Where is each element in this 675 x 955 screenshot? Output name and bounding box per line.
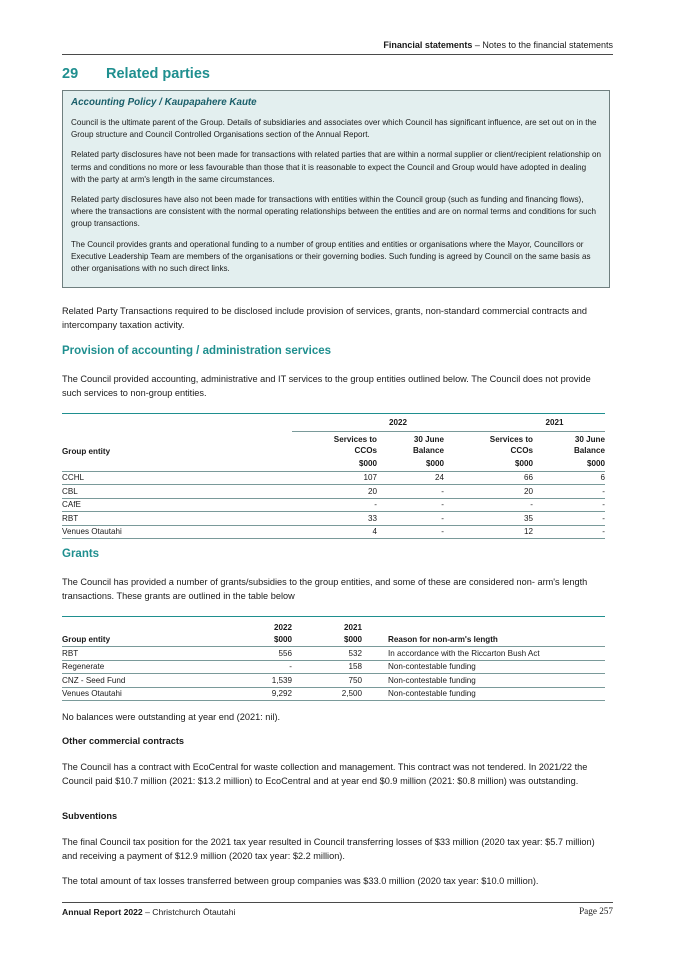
year-2022-header: 2022 [292,414,444,432]
grants-col-entity: Group entity [62,634,222,647]
grants-text: The Council has provided a number of grants/subsidies to the group entities, and some of these are considered non- arm's length transactions. These grants are outlined in the table below [62,577,588,601]
policy-paragraph: Related party disclosures have also not been made for transactions with entities within the Council group (such as funding and financing flows), where the transactions are consistent with the normal operating relationships between the entities and are on normal terms and conditions for such group transactions. [71,195,597,229]
reason-cell: Non-contestable funding [388,660,605,674]
page-header [383,40,613,50]
value-cell: 2,500 [292,687,362,701]
value-cell: - [444,498,533,512]
grants-heading: Grants [62,548,100,560]
subventions-text-2: The total amount of tax losses transferred between group companies was $33.0 million (2020 tax year: $10.0 million). [62,876,539,886]
entity-cell: RBT [62,647,222,661]
value-cell: 24 [377,471,444,485]
table-row [62,687,605,701]
header-divider [62,54,613,55]
subventions-heading: Subventions [62,811,118,821]
value-cell: 158 [292,660,362,674]
accounting-heading: Provision of accounting / administration services [62,345,332,357]
value-cell: - [533,525,605,539]
entity-cell: CNZ - Seed Fund [62,674,222,688]
value-cell: 12 [444,525,533,539]
footer-divider [62,902,613,903]
value-cell: 20 [292,485,377,499]
section-number: 29 [62,66,79,82]
value-cell: 556 [222,647,292,661]
page-number: Page 257 [579,906,613,916]
table-row [62,485,605,499]
subventions-text-1: The final Council tax position for the 2021 tax year resulted in Council transferring losses of $33 million (2020 tax year: $5.7 million) and receiving a payment of $12.9 million (2020 tax year: $2.2 million). [62,837,595,861]
value-cell: 33 [292,512,377,526]
table-row [62,498,605,512]
accounting-text: The Council provided accounting, administrative and IT services to the group entities outlined below. The Council does not provide such services to non-group entities. [62,374,591,398]
value-cell: - [377,485,444,499]
header-section: Financial statements [383,40,473,50]
entity-cell: Venues Otautahi [62,525,292,539]
col-group-entity: Group entity [62,447,111,456]
value-cell: 750 [292,674,362,688]
page-footer [62,907,235,917]
col-balance-2022-l2: Balance [412,445,444,455]
table-row [62,512,605,526]
unit-label: $000 [533,456,605,471]
grants-year-2021: 2021 [292,617,362,634]
unit-label: $000 [292,634,362,647]
table-row [62,471,605,485]
entity-cell: RBT [62,512,292,526]
col-services-2021: Services to [489,435,533,444]
value-cell: 1,539 [222,674,292,688]
commercial-text: The Council has a contract with EcoCentral for waste collection and management. This contract was not tendered. In 2021/22 the Council paid $10.7 million (2021: $13.2 million) to EcoCentral and at year end $0.9 million (2021: $0.8 million) was outstanding. [62,762,588,786]
value-cell: 66 [444,471,533,485]
value-cell: - [533,485,605,499]
entity-cell: CAfE [62,498,292,512]
value-cell: 20 [444,485,533,499]
accounting-policy-box [62,90,610,288]
unit-label: $000 [444,456,533,471]
header-subsection: – Notes to the financial statements [472,40,613,50]
col-services-2022-l2: CCOs [354,445,377,455]
grants-table [62,616,605,701]
policy-paragraph: Related party disclosures have not been made for transactions with related parties that are within a normal supplier or client/recipient relationship on terms and conditions no more or less favourable than those that it is reasonable to expect the Council and Group would have adopted in dealing with the party at arm's length in the same circumstances. [71,150,601,184]
grants-year-2022: 2022 [222,617,292,634]
value-cell: - [377,525,444,539]
col-balance-2022: 30 June [413,435,444,444]
col-services-2022: Services to [333,435,377,444]
unit-label: $000 [292,456,377,471]
policy-paragraph: The Council provides grants and operational funding to a number of group entities and entities or organisations where the Mayor, Councillors or Executive Leadership Team are members of the organisations or their governing bodies. Such funding is agreed by Council on the same basis as other organisations with no such direct links. [71,239,591,274]
value-cell: 107 [292,471,377,485]
value-cell: 9,292 [222,687,292,701]
entity-cell: CBL [62,485,292,499]
year-2021-header: 2021 [444,414,605,432]
value-cell: 6 [533,471,605,485]
footer-report-title: Annual Report 2022 [62,907,143,917]
value-cell: 4 [292,525,377,539]
value-cell: 532 [292,647,362,661]
no-balances-text: No balances were outstanding at year end (2021: nil). [62,712,281,722]
section-title-text: Related parties [106,66,210,82]
unit-label: $000 [222,634,292,647]
value-cell: - [533,498,605,512]
table-row [62,660,605,674]
reason-cell: In accordance with the Riccarton Bush Act [388,647,605,661]
reason-cell: Non-contestable funding [388,674,605,688]
value-cell: - [222,660,292,674]
table-row [62,525,605,539]
entity-cell: Regenerate [62,660,222,674]
section-title [62,66,210,82]
value-cell: - [377,498,444,512]
value-cell: - [292,498,377,512]
commercial-heading: Other commercial contracts [62,736,185,746]
value-cell: 35 [444,512,533,526]
unit-label: $000 [377,456,444,471]
col-services-2021-l2: CCOs [510,445,533,455]
reason-cell: Non-contestable funding [388,687,605,701]
value-cell: - [377,512,444,526]
policy-paragraph: Council is the ultimate parent of the Group. Details of subsidiaries and associates over which Council has significant influence, are set out on in the Group structure and Council Controlled Organisations section of the Annual Report. [71,118,597,140]
col-balance-2021-l2: Balance [573,445,605,455]
policy-title: Accounting Policy / Kaupapahere Kaute [71,97,257,108]
intro-paragraph: Related Party Transactions required to be disclosed include provision of services, grants, non-standard commercial contracts and intercompany taxation activity. [62,306,587,330]
footer-org: – Christchurch Ōtautahi [142,907,236,917]
entity-cell: CCHL [62,471,292,485]
grants-col-reason: Reason for non-arm's length [388,634,605,647]
table-row [62,647,605,661]
col-balance-2021: 30 June [574,435,605,444]
table-row [62,674,605,688]
entity-cell: Venues Otautahi [62,687,222,701]
accounting-services-table [62,413,605,539]
value-cell: - [533,512,605,526]
